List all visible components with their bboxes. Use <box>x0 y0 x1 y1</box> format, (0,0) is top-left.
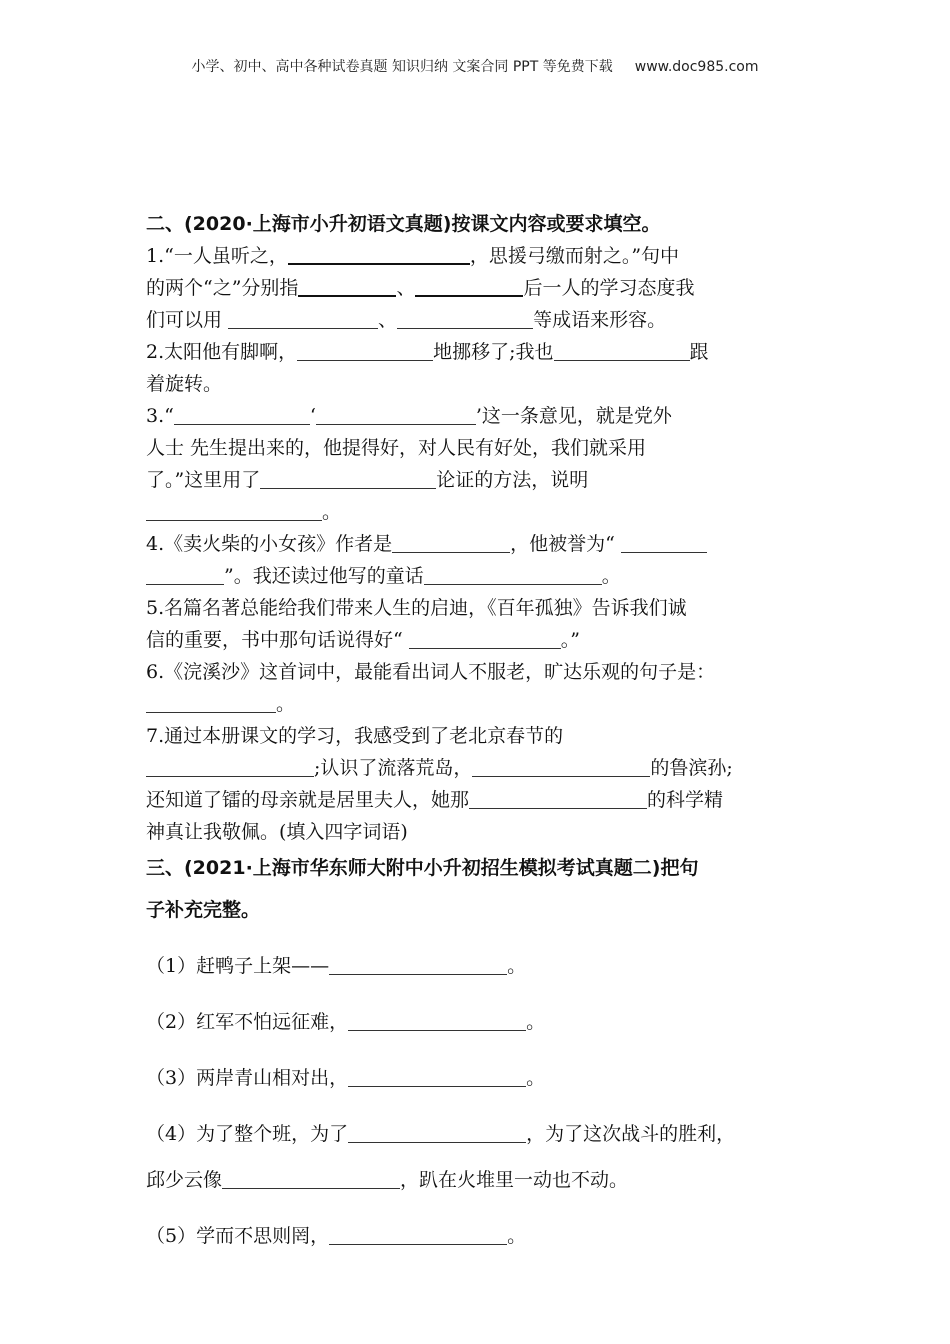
sentence-4-line-1: （4）为了整个班，为了 ，为了这次战斗的胜利， <box>146 1123 736 1145</box>
blank-q2-2[interactable] <box>554 340 690 361</box>
sentence-2: （2）红军不怕远征难， 。 <box>146 1011 546 1033</box>
header-text: 小学、初中、高中各种试卷真题 知识归纳 文案合同 PPT 等免费下载 <box>191 59 613 75</box>
blank-q4-3[interactable] <box>424 564 602 585</box>
blank-q5-1[interactable] <box>409 628 561 649</box>
question-2-line-2: 着旋转。 <box>146 373 223 395</box>
blank-q7-3[interactable] <box>469 788 647 809</box>
blank-s3-5[interactable] <box>329 1224 507 1245</box>
blank-q4-1[interactable] <box>392 532 510 553</box>
blank-q1-3[interactable] <box>415 275 523 297</box>
blank-q4-2a[interactable] <box>621 532 707 553</box>
header-site[interactable]: www.doc985.com <box>634 59 759 75</box>
blank-q1-2[interactable] <box>298 275 396 297</box>
question-6-line-2: 。 <box>146 688 816 720</box>
blank-s3-4b[interactable] <box>222 1168 400 1189</box>
sentence-4-line-2: 邱少云像 ，趴在火堆里一动也不动。 <box>146 1169 629 1191</box>
sentence-3: （3）两岸青山相对出， 。 <box>146 1067 546 1089</box>
blank-s3-4a[interactable] <box>348 1122 526 1143</box>
question-4-line-1: 4.《卖火柴的小女孩》作者是 ，他被誉为“ <box>146 528 816 560</box>
sentence-5: （5）学而不思则罔， 。 <box>146 1225 527 1247</box>
question-1-line-1: 1.“一人虽听之， ，思援弓缴而射之。”句中 <box>146 245 680 267</box>
blank-q1-5[interactable] <box>397 308 533 329</box>
blank-q3-4[interactable] <box>146 500 322 521</box>
blank-q1-4[interactable] <box>228 308 378 329</box>
blank-q2-1[interactable] <box>297 340 433 361</box>
section-3-title-line-1: 三、(2021·上海市华东师大附中小升初招生模拟考试真题二)把句 <box>146 857 699 879</box>
page-header <box>0 56 950 76</box>
question-3-line-4: 。 <box>146 496 816 528</box>
blank-s3-3[interactable] <box>348 1066 526 1087</box>
blank-q1-1[interactable] <box>288 243 470 265</box>
question-4-line-2: ”。我还读过他写的童话 。 <box>146 560 816 592</box>
blank-q6-1[interactable] <box>146 692 276 713</box>
question-1-line-3: 们可以用 、 等成语来形容。 <box>146 309 667 331</box>
question-5-line-1: 5.名篇名著总能给我们带来人生的启迪，《百年孤独》告诉我们诚 <box>146 597 687 619</box>
question-7-line-4: 神真让我敬佩。(填入四字词语) <box>146 821 408 843</box>
blank-q7-1[interactable] <box>146 756 314 777</box>
question-7-line-2: ;认识了流落荒岛， 的鲁滨孙; <box>146 752 816 784</box>
question-3-line-2: 人士 先生提出来的，他提得好，对人民有好处，我们就采用 <box>146 437 647 459</box>
question-3-line-3: 了。”这里用了 论证的方法，说明 <box>146 469 589 491</box>
worksheet-content <box>146 208 816 1252</box>
question-2-line-1: 2.太阳他有脚啊， 地挪移了;我也 跟 <box>146 341 709 363</box>
question-3-line-1: 3.“ ‘ ’这一条意见，就是党外 <box>146 405 672 427</box>
sentence-1: （1）赶鸭子上架—— 。 <box>146 955 527 977</box>
section-3-title-line-2: 子补充完整。 <box>146 899 261 921</box>
question-5-line-2: 信的重要，书中那句话说得好“ 。” <box>146 629 580 651</box>
blank-s3-2[interactable] <box>348 1010 526 1031</box>
question-7-line-3: 还知道了镭的母亲就是居里夫人，她那 的科学精 <box>146 789 724 811</box>
section-2-title: 二、(2020·上海市小升初语文真题)按课文内容或要求填空。 <box>146 213 661 235</box>
blank-q3-2[interactable] <box>316 404 476 425</box>
question-1-line-2: 的两个“之”分别指 、 后一人的学习态度我 <box>146 277 695 299</box>
question-6-line-1: 6.《浣溪沙》这首词中，最能看出词人不服老，旷达乐观的句子是： <box>146 661 716 683</box>
blank-q4-2b[interactable] <box>146 564 224 585</box>
question-7-line-1: 7.通过本册课文的学习，我感受到了老北京春节的 <box>146 725 564 747</box>
blank-q3-3[interactable] <box>260 468 436 489</box>
blank-q3-1[interactable] <box>174 404 310 425</box>
blank-q7-2[interactable] <box>472 756 650 777</box>
blank-s3-1[interactable] <box>329 954 507 975</box>
